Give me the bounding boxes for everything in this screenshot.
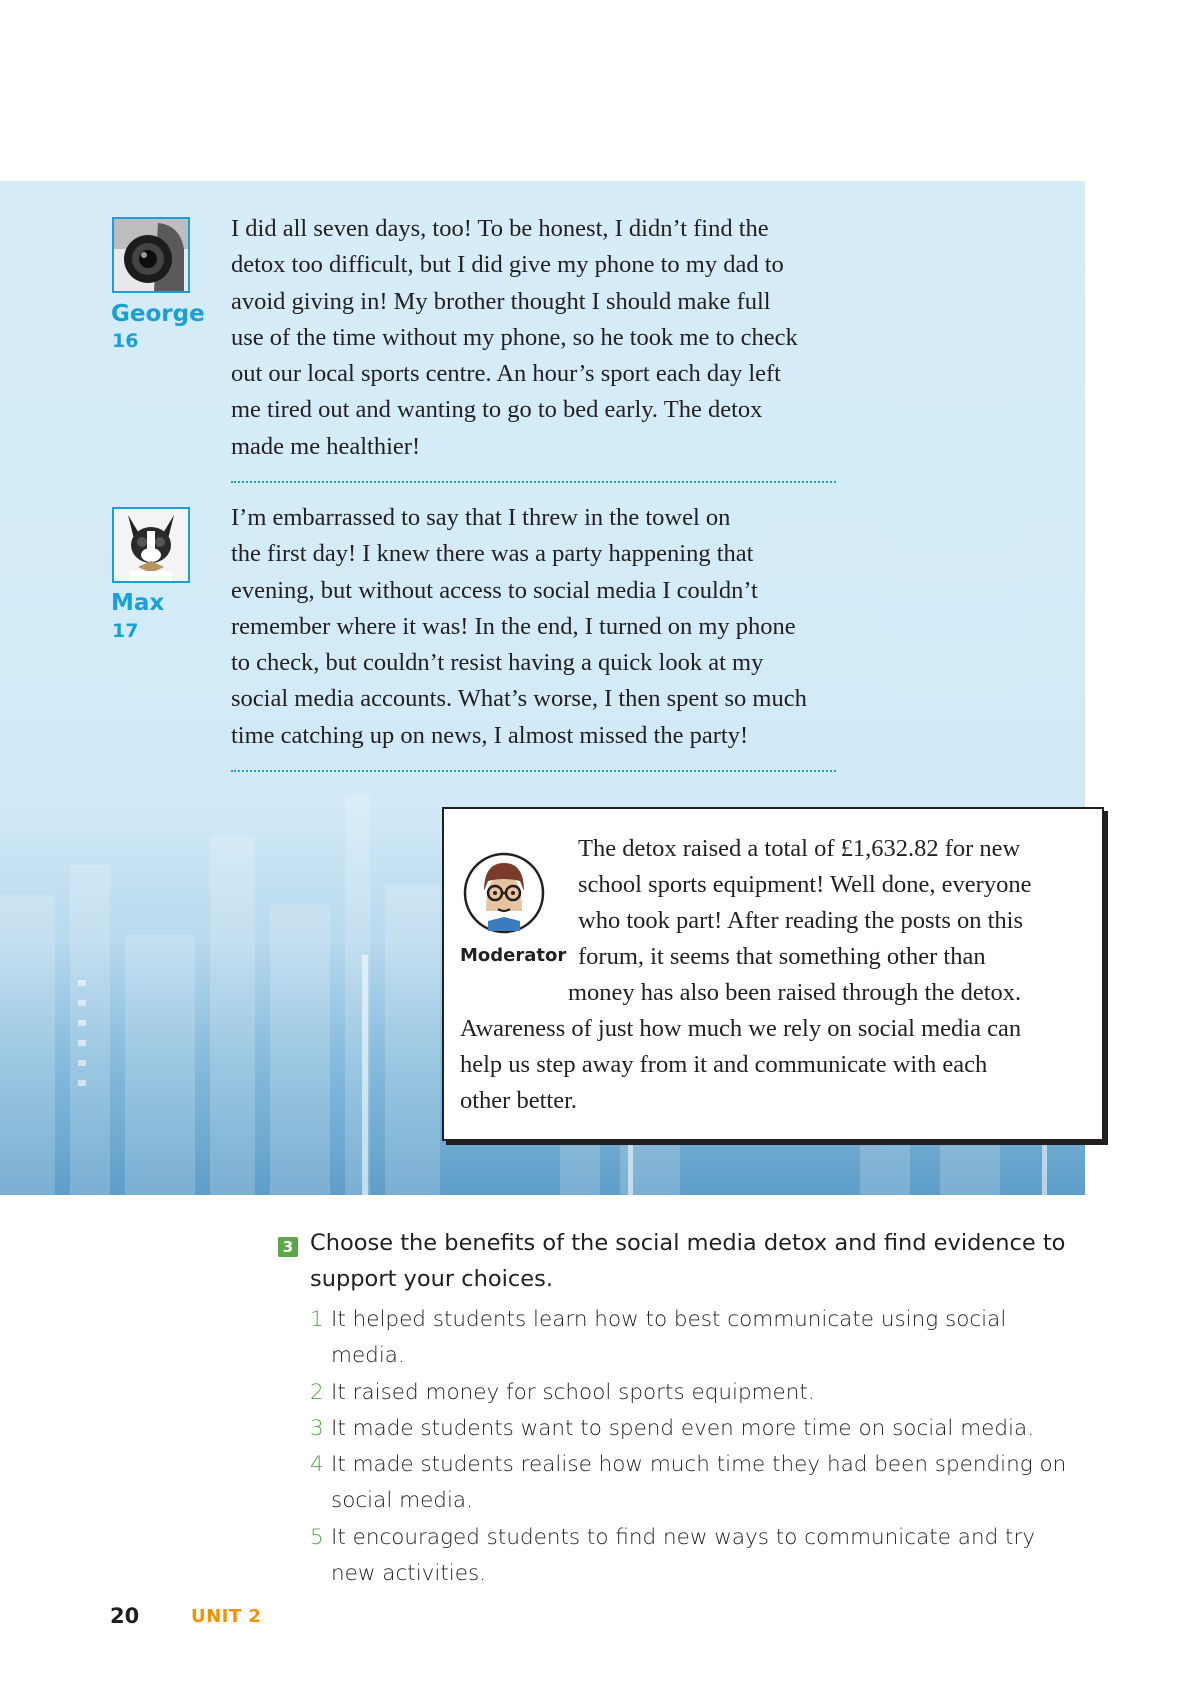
post-divider (231, 770, 836, 772)
moderator-label: Moderator (460, 945, 567, 966)
list-item (310, 1302, 1070, 1375)
option-text: It encouraged students to find new ways to communicate and try new activities. (331, 1524, 1036, 1587)
post-divider (231, 481, 836, 483)
unit-label: UNIT 2 (191, 1606, 262, 1627)
option-number: 1 (310, 1307, 324, 1332)
max-age: 17 (112, 620, 139, 642)
max-name: Max (111, 590, 165, 616)
option-text: It made students want to spend even more time on social media. (331, 1415, 1035, 1441)
exercise-number-badge: 3 (278, 1237, 298, 1257)
moderator-text-line: money has also been raised through the detox. (568, 979, 1022, 1006)
option-number: 3 (310, 1415, 324, 1441)
exercise-question: Choose the benefits of the social media detox and find evidence to support your choices. (310, 1230, 1066, 1292)
option-text: It helped students learn how to best communicate using social media. (331, 1307, 1007, 1369)
list-item (310, 1411, 1070, 1447)
george-post-text: I did all seven days, too! To be honest, I didn’t find the detox too difficult, but I did give my phone to my dad to avoid giving in! My brother thought I should make full use of the time without my phone, so he took me to check out our local sports centre. An hour’s sport each day left me tired out and wanting to go to bed early. The detox made me healthier! (231, 215, 798, 460)
option-text: It made students realise how much time they had been spending on social media. (331, 1452, 1067, 1514)
moderator-avatar-icon (462, 851, 546, 935)
option-number: 2 (310, 1379, 324, 1405)
moderator-text-line: other better. (460, 1087, 578, 1114)
list-item (310, 1447, 1070, 1520)
exercise-options (310, 1302, 1070, 1592)
george-name: George (111, 301, 205, 327)
max-avatar (112, 507, 190, 583)
moderator-text-line: forum, it seems that something other than (578, 943, 986, 970)
moderator-text-line: The detox raised a total of £1,632.82 for new (578, 835, 1021, 862)
moderator-text-line: Awareness of just how much we rely on social media can (460, 1015, 1022, 1042)
george-avatar (112, 217, 190, 293)
list-item (310, 1375, 1070, 1411)
george-age: 16 (112, 330, 139, 352)
moderator-box (442, 807, 1104, 1141)
option-text: It raised money for school sports equipment. (331, 1379, 815, 1405)
option-number: 5 (310, 1524, 324, 1550)
option-number: 4 (310, 1452, 324, 1478)
moderator-text-line: who took part! After reading the posts on this (578, 907, 1024, 934)
moderator-text-line: help us step away from it and communicate with each (460, 1051, 988, 1078)
list-item (310, 1520, 1070, 1593)
page-number: 20 (110, 1604, 140, 1628)
max-post-text: I’m embarrassed to say that I threw in the towel on the first day! I knew there was a party happening that evening, but without access to social media I couldn’t remember where it was! In the end, I turned on my phone to check, but couldn’t resist having a quick look at my social media accounts. What’s worse, I then spent so much time catching up on news, I almost missed the party! (231, 504, 807, 749)
moderator-text-line: school sports equipment! Well done, everyone (578, 871, 1032, 898)
